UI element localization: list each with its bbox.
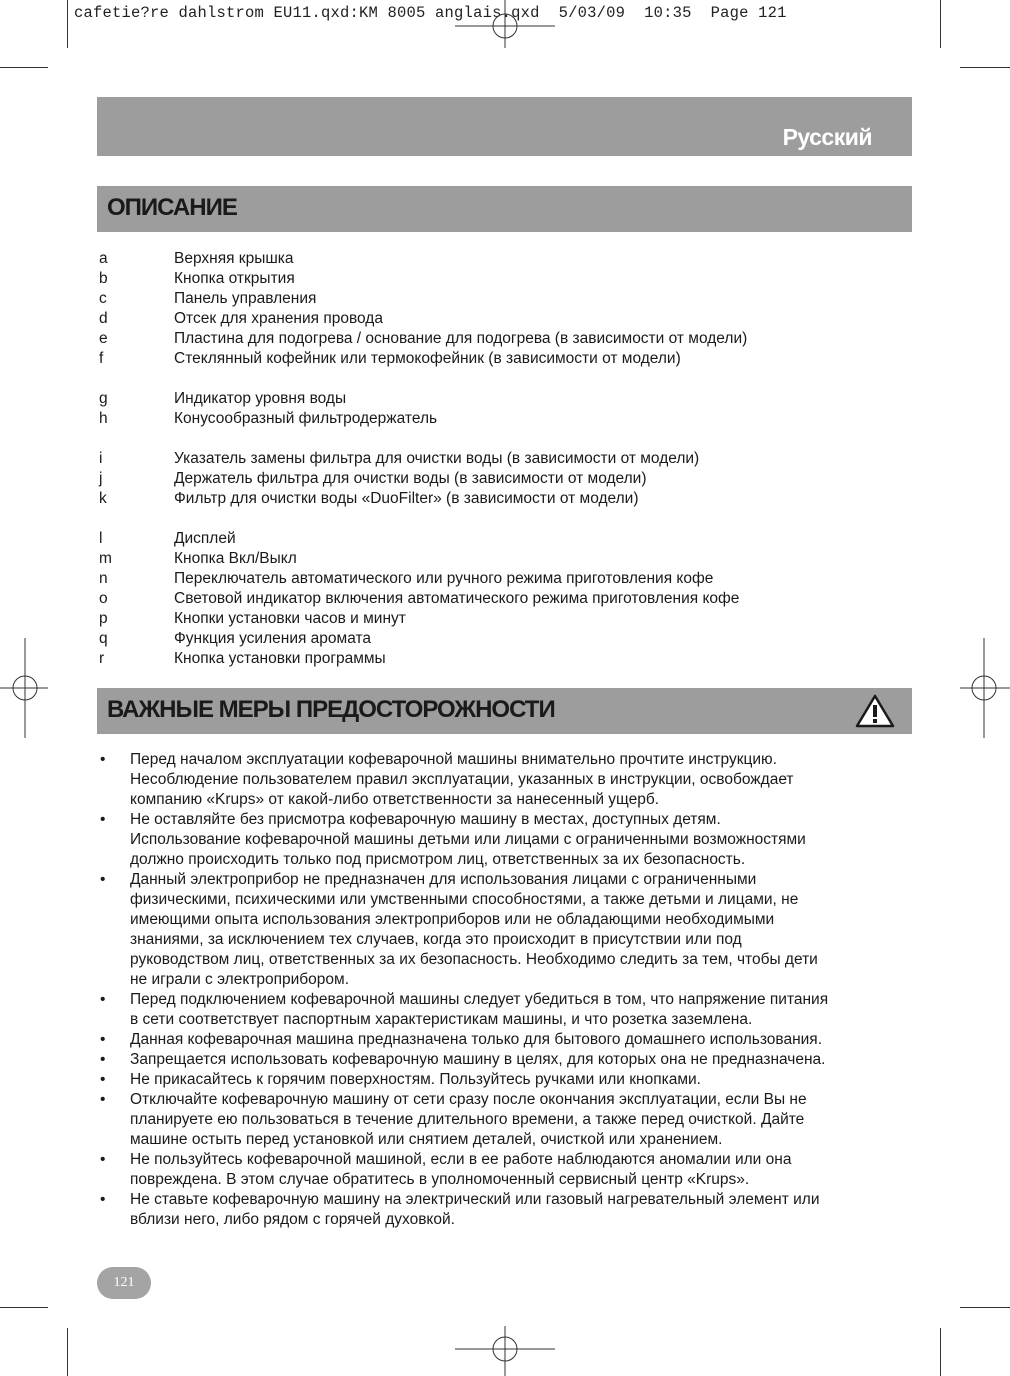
part-item (99, 249, 899, 269)
safety-item-line: повреждена. В этом случае обратитесь в уполномоченный сервисный центр «Krups». (130, 1171, 750, 1188)
part-item (99, 289, 899, 309)
safety-item-text (130, 1070, 909, 1090)
safety-item-line: физическими, психическими или умственными способностями, а также детьми и лицами, не (130, 891, 799, 908)
safety-item-text (130, 1190, 909, 1230)
safety-item-text (130, 870, 909, 990)
part-item (99, 269, 899, 289)
description-title: ОПИСАНИЕ (107, 194, 237, 221)
safety-item-line: Несоблюдение пользователем правил эксплуатации, указанных в инструкции, освобождает (130, 771, 794, 788)
safety-item (99, 1190, 909, 1230)
safety-item-line: машине остыть перед установкой или снятием деталей, очисткой или хранением. (130, 1131, 723, 1148)
safety-item-line: имеющими опыта использования электроприборов или не обладающими необходимыми (130, 911, 775, 928)
safety-item (99, 990, 909, 1030)
safety-item-text (130, 990, 909, 1030)
part-letter: n (99, 570, 108, 587)
safety-item-line: Не прикасайтесь к горячим поверхностям. Пользуйтесь ручками или кнопками. (130, 1071, 701, 1088)
safety-item-line: Не оставляйте без присмотра кофеварочную машину в местах, доступных детям. (130, 811, 721, 828)
part-text: Пластина для подогрева / основание для подогрева (в зависимости от модели) (174, 330, 748, 347)
part-letter: j (99, 470, 103, 487)
safety-item-text (130, 1150, 909, 1190)
part-item (99, 549, 899, 569)
part-letter: a (99, 250, 108, 267)
bullet-icon: • (100, 751, 106, 768)
safety-item-line: вблизи него, либо рядом с горячей духовкой. (130, 1211, 455, 1228)
part-letter: p (99, 610, 108, 627)
safety-item-text (130, 1090, 909, 1150)
part-text: Отсек для хранения провода (174, 310, 383, 327)
safety-item-text (130, 750, 909, 810)
part-text: Указатель замены фильтра для очистки воды (в зависимости от модели) (174, 450, 700, 467)
registration-mark-top-icon (455, 0, 555, 48)
part-text: Держатель фильтра для очистки воды (в зависимости от модели) (174, 470, 647, 487)
safety-item-line: Использование кофеварочной машины детьми или лицами с ограниченными возможностями (130, 831, 806, 848)
part-text: Переключатель автоматического или ручного режима приготовления кофе (174, 570, 714, 587)
part-letter: r (99, 650, 105, 667)
part-text: Стеклянный кофейник или термокофейник (в зависимости от модели) (174, 350, 681, 367)
safety-item-text (130, 1050, 909, 1070)
safety-item-line: должно происходить только под присмотром лиц, ответственных за их безопасность. (130, 851, 746, 868)
part-item (99, 529, 899, 549)
safety-item-line: Данный электроприбор не предназначен для использования лицами с ограниченными (130, 871, 757, 888)
safety-title: ВАЖНЫЕ МЕРЫ ПРЕДОСТОРОЖНОСТИ (107, 696, 555, 723)
part-item (99, 609, 899, 629)
part-item (99, 589, 899, 609)
safety-item (99, 750, 909, 810)
part-text: Индикатор уровня воды (174, 390, 347, 407)
safety-item-line: Перед подключением кофеварочной машины следует убедиться в том, что напряжение питания (130, 991, 829, 1008)
part-text: Панель управления (174, 290, 317, 307)
safety-item (99, 1150, 909, 1190)
part-letter: l (99, 530, 103, 547)
bullet-icon: • (100, 1031, 106, 1048)
part-letter: h (99, 410, 108, 427)
safety-item-line: планируете ею пользоваться в течение длительного времени, а также перед очисткой. Дайте (130, 1111, 805, 1128)
safety-item-line: Данная кофеварочная машина предназначена только для бытового домашнего использования. (130, 1031, 822, 1048)
safety-item-line: Запрещается использовать кофеварочную машину в целях, для которых она не предназначена. (130, 1051, 826, 1068)
part-item (99, 329, 899, 349)
part-letter: d (99, 310, 108, 327)
language-header-band (97, 97, 912, 156)
part-text: Кнопка открытия (174, 270, 295, 287)
bullet-icon: • (100, 811, 106, 828)
part-letter: k (99, 490, 107, 507)
warning-triangle-icon (854, 693, 896, 729)
part-item (99, 649, 899, 669)
part-item (99, 409, 899, 429)
page-number: 121 (97, 1267, 151, 1299)
registration-mark-left-icon (0, 638, 48, 738)
bullet-icon: • (100, 1191, 106, 1208)
part-letter: c (99, 290, 107, 307)
safety-item (99, 1030, 909, 1050)
bullet-icon: • (100, 1051, 106, 1068)
bullet-icon: • (100, 1151, 106, 1168)
part-text: Конусообразный фильтродержатель (174, 410, 438, 427)
safety-item-line: знаниями, за исключением тех случаев, когда это происходит в присутствии или под (130, 931, 742, 948)
safety-item-line: компанию «Krups» от какой-либо ответственности за нанесенный ущерб. (130, 791, 660, 808)
safety-item (99, 1070, 909, 1090)
part-item (99, 389, 899, 409)
part-letter: f (99, 350, 104, 367)
bullet-icon: • (100, 1091, 106, 1108)
part-item (99, 309, 899, 329)
safety-item (99, 870, 909, 990)
registration-mark-right-icon (960, 638, 1010, 738)
bullet-icon: • (100, 991, 106, 1008)
safety-item-text (130, 810, 909, 870)
part-text: Дисплей (174, 530, 236, 547)
part-item (99, 449, 899, 469)
part-text: Кнопки установки часов и минут (174, 610, 406, 627)
safety-item-text (130, 1030, 909, 1050)
part-item (99, 469, 899, 489)
print-slug: cafetie?re dahlstrom EU11.qxd:KM 8005 anglais.qxd 5/03/09 10:35 Page 121 (74, 4, 787, 22)
part-letter: g (99, 390, 108, 407)
registration-mark-bottom-icon (455, 1326, 555, 1376)
part-text: Кнопка установки программы (174, 650, 386, 667)
part-letter: o (99, 590, 108, 607)
safety-item-line: Не ставьте кофеварочную машину на электрический или газовый нагревательный элемент или (130, 1191, 820, 1208)
parts-list (99, 249, 899, 669)
part-text: Кнопка Вкл/Выкл (174, 550, 297, 567)
part-text: Световой индикатор включения автоматического режима приготовления кофе (174, 590, 740, 607)
part-letter: b (99, 270, 108, 287)
bullet-icon: • (100, 1071, 106, 1088)
safety-item-line: Перед началом эксплуатации кофеварочной машины внимательно прочтите инструкцию. (130, 751, 777, 768)
safety-header (97, 688, 912, 734)
safety-item-line: не играли с электроприбором. (130, 971, 350, 988)
part-item (99, 629, 899, 649)
description-header (97, 186, 912, 232)
safety-item (99, 810, 909, 870)
language-label: Русский (782, 124, 872, 150)
part-item (99, 569, 899, 589)
safety-item-line: Не пользуйтесь кофеварочной машиной, если в ее работе наблюдаются аномалии или она (130, 1151, 792, 1168)
safety-list (99, 750, 909, 1230)
part-item (99, 489, 899, 509)
part-letter: i (99, 450, 103, 467)
safety-item-line: в сети соответствует паспортным характеристикам машины, и что розетка заземлена. (130, 1011, 753, 1028)
part-letter: e (99, 330, 108, 347)
safety-item-line: Отключайте кофеварочную машину от сети сразу после окончания эксплуатации, если Вы не (130, 1091, 807, 1108)
part-text: Фильтр для очистки воды «DuoFilter» (в зависимости от модели) (174, 490, 639, 507)
part-letter: m (99, 550, 112, 567)
part-text: Верхняя крышка (174, 250, 294, 267)
safety-item-line: руководством лиц, ответственных за их безопасность. Необходимо следить за тем, чтобы дети (130, 951, 818, 968)
safety-item (99, 1090, 909, 1150)
safety-item (99, 1050, 909, 1070)
part-item (99, 349, 899, 369)
bullet-icon: • (100, 871, 106, 888)
part-text: Функция усиления аромата (174, 630, 372, 647)
part-letter: q (99, 630, 108, 647)
